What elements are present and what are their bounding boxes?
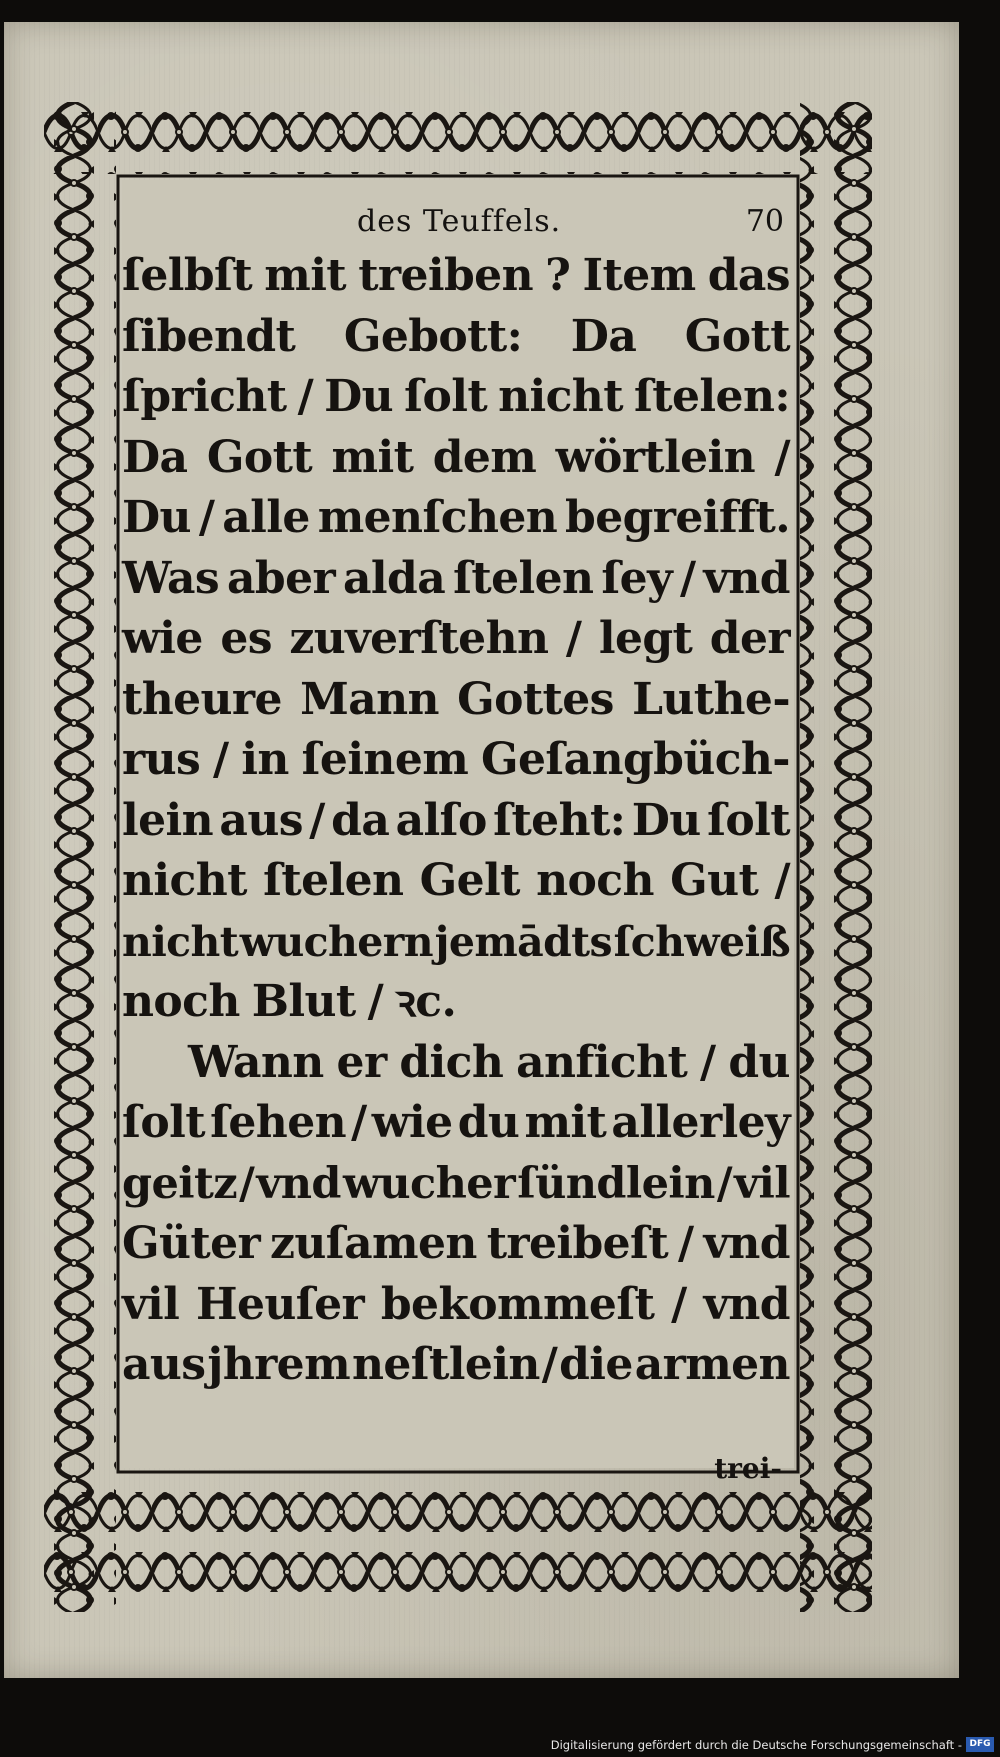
- word: es: [220, 613, 272, 664]
- word: der: [709, 613, 790, 664]
- word: noch: [536, 855, 654, 906]
- word: /: [309, 794, 325, 846]
- word: ſelbſt: [122, 250, 253, 301]
- word: ſolt: [707, 794, 790, 846]
- page-number: 70: [745, 204, 784, 239]
- word: /: [678, 1218, 694, 1269]
- word: dem: [432, 431, 537, 483]
- text-area: [122, 182, 790, 1485]
- word: /: [671, 1278, 687, 1330]
- text-line: [122, 367, 790, 428]
- word: ſibendt: [122, 310, 296, 362]
- word: Gut: [670, 855, 759, 906]
- word: du: [728, 1036, 790, 1088]
- word: ſeinem: [301, 734, 469, 785]
- funding-credit: Digitalisierung gefördert durch die Deutsche Forschungsgemeinschaft -: [550, 1738, 962, 1752]
- word: /: [198, 492, 215, 543]
- word: treiben: [358, 250, 533, 301]
- word: vnd: [256, 1158, 341, 1209]
- word: lein: [122, 794, 214, 846]
- word: wörtlein: [555, 431, 756, 483]
- word: mit: [524, 1097, 607, 1148]
- book-page: [4, 22, 959, 1678]
- word: Was: [122, 552, 220, 604]
- word: mit: [331, 431, 414, 483]
- word: rus: [122, 734, 201, 785]
- word: Blut: [251, 976, 356, 1027]
- word: Gott: [684, 310, 790, 362]
- word: noch: [122, 976, 240, 1027]
- word: Heuſer: [195, 1278, 365, 1330]
- text-line: [122, 307, 790, 368]
- word: alda: [343, 552, 446, 604]
- word: jhrem: [207, 1339, 351, 1390]
- word: bekommeſt: [380, 1278, 655, 1330]
- word: in: [241, 734, 289, 785]
- word: Luthe-: [632, 673, 790, 725]
- word: wie: [122, 613, 203, 664]
- word: Du: [631, 794, 701, 846]
- text-line: [122, 1275, 790, 1336]
- dfg-logo-icon: DFG: [966, 1737, 994, 1752]
- word: Da: [122, 431, 188, 483]
- word: nicht: [122, 855, 247, 906]
- word: /: [680, 552, 696, 604]
- text-line: [122, 428, 790, 489]
- word: zuverſtehn: [289, 613, 549, 664]
- text-line: [122, 791, 790, 852]
- word: ꝛc.: [395, 976, 457, 1027]
- word: /: [351, 1097, 367, 1148]
- word: Gott: [206, 431, 313, 483]
- word: ſtelen:: [633, 371, 790, 422]
- word: jemādts: [434, 917, 612, 966]
- text-line: [122, 1214, 790, 1275]
- word: alſo: [395, 794, 487, 846]
- word: /: [239, 1158, 255, 1209]
- word: /: [700, 1036, 716, 1088]
- word: allerley: [611, 1097, 790, 1148]
- word: Da: [570, 310, 637, 362]
- word: Item: [582, 250, 696, 301]
- word: das: [707, 250, 790, 301]
- word: aus: [122, 1339, 206, 1390]
- text-line: [122, 972, 790, 1033]
- word: ?: [545, 250, 571, 301]
- word: nicht: [498, 371, 623, 422]
- text-line: [122, 1093, 790, 1154]
- text-line: [122, 609, 790, 670]
- word: /: [716, 1158, 732, 1209]
- word: wuchern: [239, 917, 433, 966]
- word: wie: [371, 1097, 453, 1148]
- word: /: [774, 431, 790, 483]
- word: ſolt: [122, 1097, 205, 1148]
- word: neſtlein: [351, 1339, 540, 1390]
- page-header: [122, 204, 790, 252]
- running-head: des Teuffels.: [357, 204, 562, 239]
- text-line: [122, 1154, 790, 1215]
- word: ſtelen: [453, 552, 594, 604]
- word: legt: [598, 613, 693, 664]
- word: /: [774, 855, 790, 906]
- word: aus: [219, 794, 303, 846]
- word: vnd: [703, 1218, 790, 1269]
- text-line: [122, 730, 790, 791]
- word: nicht: [122, 917, 239, 966]
- word: vil: [122, 1278, 180, 1330]
- word: Du: [122, 492, 191, 543]
- word: /: [541, 1339, 558, 1390]
- word: /: [212, 734, 229, 785]
- word: /: [565, 613, 582, 664]
- word: aber: [227, 552, 336, 604]
- word: geitz: [122, 1158, 238, 1209]
- word: ſey: [601, 552, 673, 604]
- word: Güter: [122, 1218, 261, 1269]
- word: die: [559, 1339, 633, 1390]
- text-line: [122, 851, 790, 912]
- word: dich: [399, 1036, 504, 1088]
- text-line: [122, 1033, 790, 1094]
- word: mit: [264, 250, 347, 301]
- text-line: [122, 1335, 790, 1396]
- word: Du: [324, 371, 394, 422]
- word: zuſamen: [270, 1218, 477, 1269]
- text-line: [122, 246, 790, 307]
- word: Gelt: [419, 855, 520, 906]
- word: du: [457, 1097, 520, 1148]
- word: /: [297, 371, 314, 422]
- word: ſteht:: [493, 794, 626, 846]
- word: theure: [122, 673, 282, 725]
- word: alle: [222, 492, 310, 543]
- word: Geſangbüch-: [480, 734, 790, 785]
- word: vnd: [703, 552, 790, 604]
- body-text: [122, 246, 790, 1396]
- word: vil: [734, 1158, 790, 1209]
- word: er: [336, 1036, 387, 1088]
- word: vnd: [703, 1278, 790, 1330]
- word: begreifft.: [565, 492, 790, 543]
- text-line: [122, 670, 790, 731]
- text-line: [122, 912, 790, 973]
- word: menſchen: [317, 492, 558, 543]
- text-line: [122, 549, 790, 610]
- word: da: [331, 794, 390, 846]
- word: ſtelen: [263, 855, 404, 906]
- word: ſehen: [210, 1097, 346, 1148]
- word: treibeſt: [486, 1218, 669, 1269]
- word: Mann: [300, 673, 439, 725]
- word: Wann: [188, 1036, 324, 1088]
- word: Gottes: [457, 673, 614, 725]
- word: wucher: [342, 1158, 516, 1209]
- word: ſchweiß: [613, 917, 790, 966]
- word: Gebott:: [343, 310, 523, 362]
- word: ſündlein: [517, 1158, 715, 1209]
- text-line: [122, 488, 790, 549]
- word: /: [367, 976, 384, 1027]
- word: ſolt: [404, 371, 488, 422]
- word: ſpricht: [122, 371, 287, 422]
- catchword: trei-: [714, 1452, 782, 1485]
- word: armen: [634, 1339, 790, 1390]
- word: anficht: [516, 1036, 688, 1088]
